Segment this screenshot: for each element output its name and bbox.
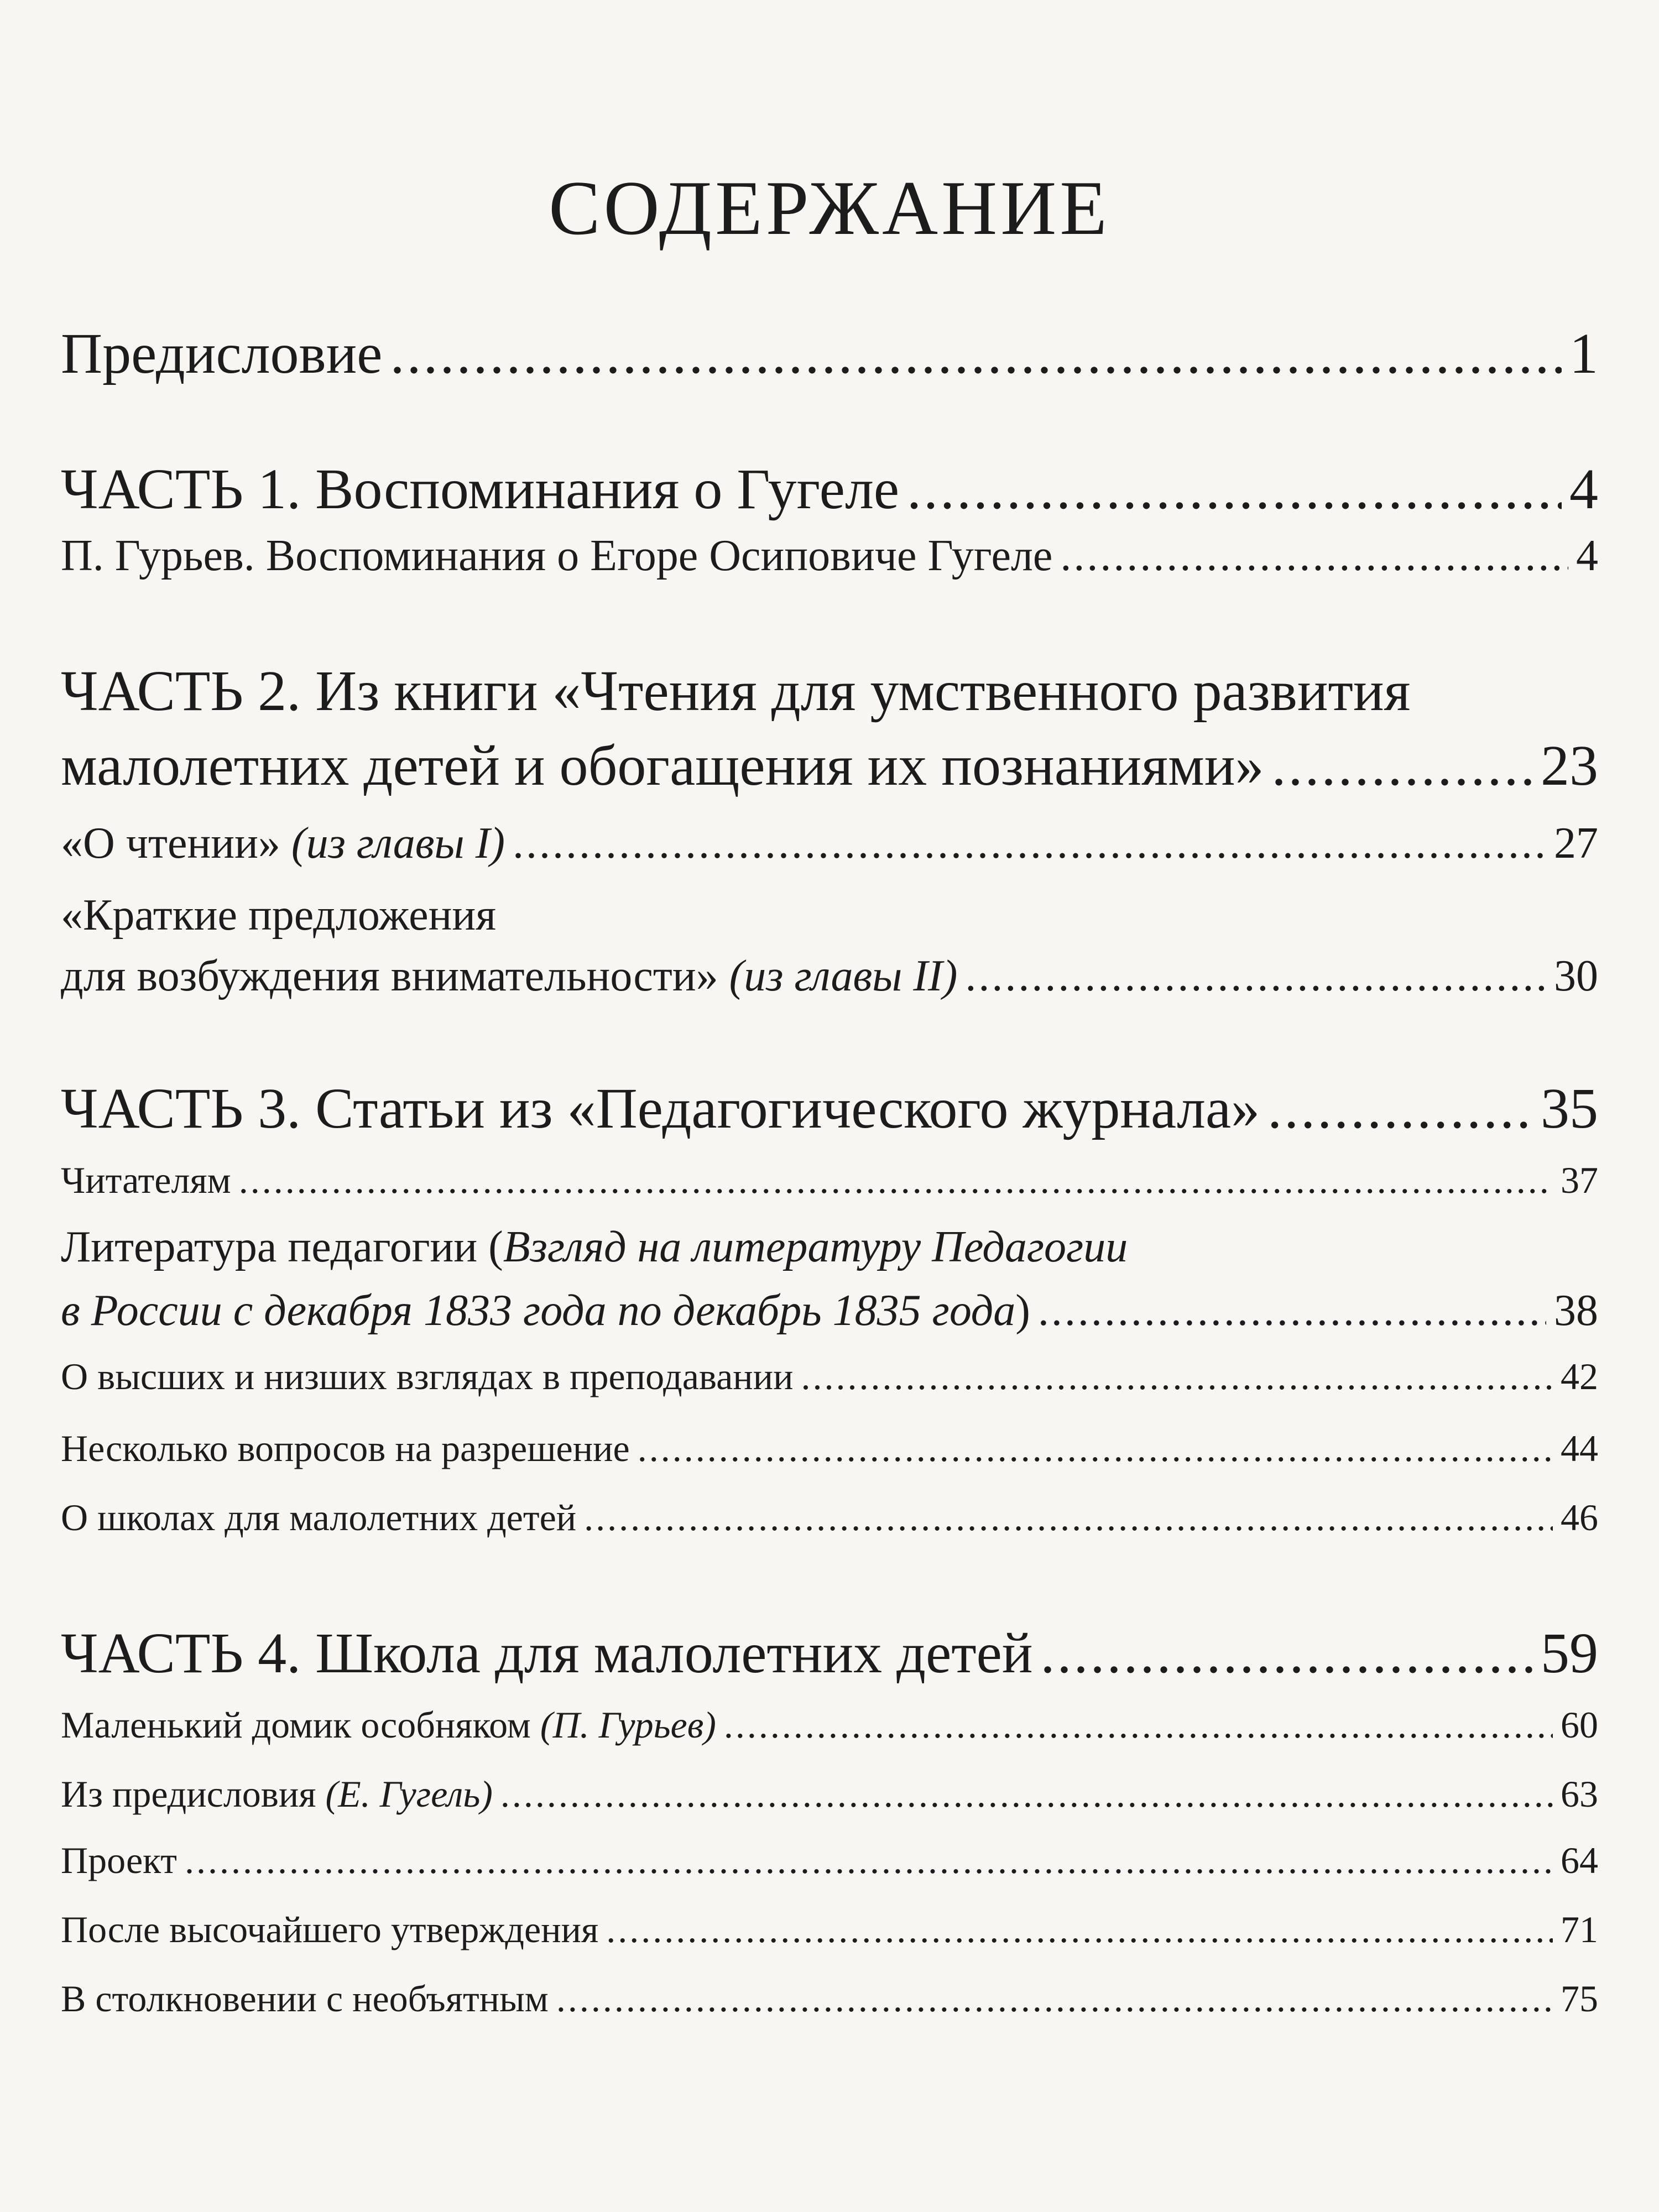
toc-entry-short-sentences	[61, 951, 1598, 1001]
dot-leader	[801, 1355, 1553, 1399]
dot-leader	[239, 1159, 1553, 1202]
dot-leader	[500, 1772, 1553, 1816]
toc-entry-label: ЧАСТЬ 2. Из книги «Чтения для умственного развития	[61, 659, 1411, 723]
toc-page-number: 59	[1541, 1621, 1598, 1685]
toc-entry-label: Маленький домик особняком (П. Гурьев)	[61, 1704, 716, 1746]
toc-page-number: 4	[1569, 457, 1598, 521]
dot-leader	[1271, 733, 1533, 799]
dot-leader	[1060, 531, 1568, 581]
toc-entry-note: (Е. Гугель)	[325, 1773, 493, 1815]
toc-entry-to-readers	[61, 1159, 1598, 1202]
toc-page-number: 46	[1561, 1496, 1598, 1538]
toc-entry-higher-lower-views	[61, 1355, 1598, 1399]
toc-entry-note: (П. Гурьев)	[540, 1704, 716, 1746]
toc-entry-pedagogy-literature	[61, 1286, 1598, 1336]
toc-page-number: 63	[1561, 1773, 1598, 1815]
toc-entry-note: (из главы II)	[729, 952, 958, 1000]
dot-leader	[907, 456, 1562, 522]
dot-leader	[584, 1496, 1553, 1540]
toc-entry-project	[61, 1839, 1598, 1882]
dot-leader	[513, 818, 1546, 869]
toc-page-number: 23	[1541, 734, 1598, 797]
toc-entry-part-3	[61, 1076, 1598, 1141]
toc-entry-label: «Краткие предложения	[61, 891, 496, 940]
toc-entry-label: П. Гурьев. Воспоминания о Егоре Осиповиче Гугеле	[61, 531, 1053, 580]
toc-entry-guriev-memoirs	[61, 531, 1598, 581]
toc-page-number: 27	[1554, 819, 1598, 868]
toc-entry-questions	[61, 1427, 1598, 1470]
toc-entry-label: Литература педагогии (	[61, 1223, 503, 1271]
toc-entry-schools	[61, 1496, 1598, 1540]
toc-page-number: 42	[1561, 1355, 1598, 1397]
toc-entry-label: После высочайшего утверждения	[61, 1908, 599, 1950]
toc-entry-label: О высших и низших взглядах в преподавании	[61, 1355, 794, 1397]
toc-entry-short-sentences-line1	[61, 890, 1598, 941]
toc-entry-label: Из предисловия (Е. Гугель)	[61, 1773, 493, 1815]
toc-page-number: 1	[1569, 322, 1598, 385]
toc-entry-part-2	[61, 733, 1598, 799]
toc-entry-label: О школах для малолетних детей	[61, 1496, 577, 1538]
toc-entry-from-preface	[61, 1772, 1598, 1816]
toc-entry-preface	[61, 321, 1598, 387]
toc-page-number: 30	[1554, 952, 1598, 1000]
toc-page-number: 38	[1554, 1286, 1598, 1335]
toc-page-number: 71	[1561, 1908, 1598, 1950]
dot-leader	[724, 1703, 1553, 1747]
toc-entry-note: в России с декабря 1833 года по декабрь 1835 года	[61, 1286, 1016, 1335]
toc-entry-label: для возбуждения внимательности» (из главы II)	[61, 952, 958, 1000]
toc-page-number: 37	[1561, 1159, 1598, 1201]
dot-leader	[606, 1908, 1553, 1952]
toc-entry-on-reading	[61, 818, 1598, 869]
toc-page-number: 35	[1541, 1077, 1598, 1140]
toc-entry-label: ЧАСТЬ 1. Воспоминания о Гугеле	[61, 457, 900, 521]
toc-page-number: 60	[1561, 1704, 1598, 1746]
dot-leader	[1267, 1076, 1533, 1141]
toc-page-number: 75	[1561, 1978, 1598, 2020]
toc-page-number: 44	[1561, 1427, 1598, 1469]
toc-entry-immensity	[61, 1977, 1598, 2021]
dot-leader	[390, 321, 1562, 387]
toc-entry-label: ЧАСТЬ 3. Статьи из «Педагогического журнала»	[61, 1077, 1260, 1140]
toc-entry-label: «О чтении» (из главы I)	[61, 819, 505, 868]
toc-entry-after-approval	[61, 1908, 1598, 1952]
toc-entry-label: Проект	[61, 1839, 177, 1881]
toc-entry-label: ЧАСТЬ 4. Школа для малолетних детей	[61, 1621, 1033, 1685]
toc-entry-label: В столкновении с необъятным	[61, 1978, 549, 2020]
toc-page-number: 4	[1576, 531, 1598, 580]
dot-leader	[965, 951, 1546, 1001]
dot-leader	[1038, 1286, 1546, 1336]
toc-entry-label: Несколько вопросов на разрешение	[61, 1427, 630, 1469]
toc-entry-label: Читателям	[61, 1159, 231, 1201]
toc-entry-part-2-line1	[61, 658, 1598, 724]
toc-entry-note: (из главы I)	[291, 819, 505, 868]
toc-entry-part-4	[61, 1620, 1598, 1686]
dot-leader	[185, 1839, 1553, 1882]
toc-entry-label: в России с декабря 1833 года по декабрь 1835 года)	[61, 1286, 1030, 1335]
toc-entry-part-1	[61, 456, 1598, 522]
dot-leader	[1041, 1620, 1533, 1686]
toc-entry-little-house	[61, 1703, 1598, 1747]
toc-entry-label: Предисловие	[61, 322, 383, 385]
dot-leader	[638, 1427, 1553, 1470]
toc-entry-pedagogy-literature-line1	[61, 1222, 1598, 1272]
toc-page-number: 64	[1561, 1839, 1598, 1881]
page-title: СОДЕРЖАНИЕ	[549, 165, 1110, 251]
toc-entry-label: малолетних детей и обогащения их познаниями»	[61, 734, 1264, 797]
toc-entry-note: Взгляд на литературу Педагогии	[503, 1223, 1128, 1271]
dot-leader	[556, 1977, 1553, 2021]
